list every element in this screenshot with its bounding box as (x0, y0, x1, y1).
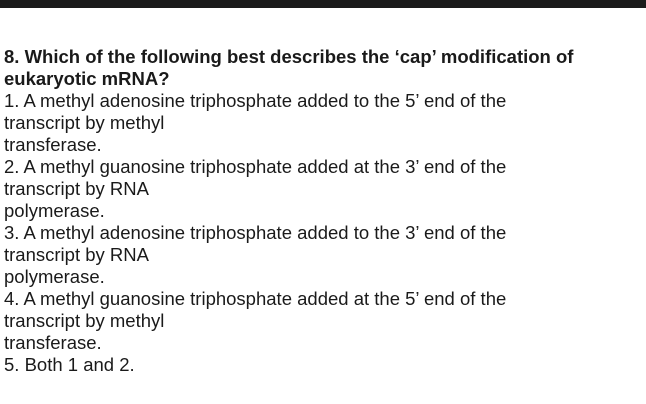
option-line: transferase. (4, 134, 102, 155)
option-line: 5. Both 1 and 2. (4, 354, 135, 375)
option-line: transcript by methyl (4, 112, 165, 133)
question-text (4, 46, 640, 90)
answer-option-5[interactable] (4, 354, 640, 376)
option-line: transcript by RNA (4, 178, 149, 199)
answer-options (4, 90, 640, 376)
option-line: 4. A methyl guanosine triphosphate added at the 5’ end of the (4, 288, 507, 309)
top-bar (0, 0, 646, 8)
option-line: transferase. (4, 332, 102, 353)
answer-option-2[interactable] (4, 156, 640, 222)
option-line: transcript by RNA (4, 244, 149, 265)
answer-option-4[interactable] (4, 288, 640, 354)
option-line: polymerase. (4, 266, 105, 287)
answer-option-3[interactable] (4, 222, 640, 288)
question-line: 8. Which of the following best describes the ‘cap’ modification of (4, 46, 574, 67)
question-line: eukaryotic mRNA? (4, 68, 170, 89)
option-line: 1. A methyl adenosine triphosphate added to the 5’ end of the (4, 90, 507, 111)
option-line: 3. A methyl adenosine triphosphate added to the 3’ end of the (4, 222, 507, 243)
option-line: transcript by methyl (4, 310, 165, 331)
option-line: polymerase. (4, 200, 105, 221)
option-line: 2. A methyl guanosine triphosphate added at the 3’ end of the (4, 156, 507, 177)
answer-option-1[interactable] (4, 90, 640, 156)
question-block (4, 46, 640, 376)
